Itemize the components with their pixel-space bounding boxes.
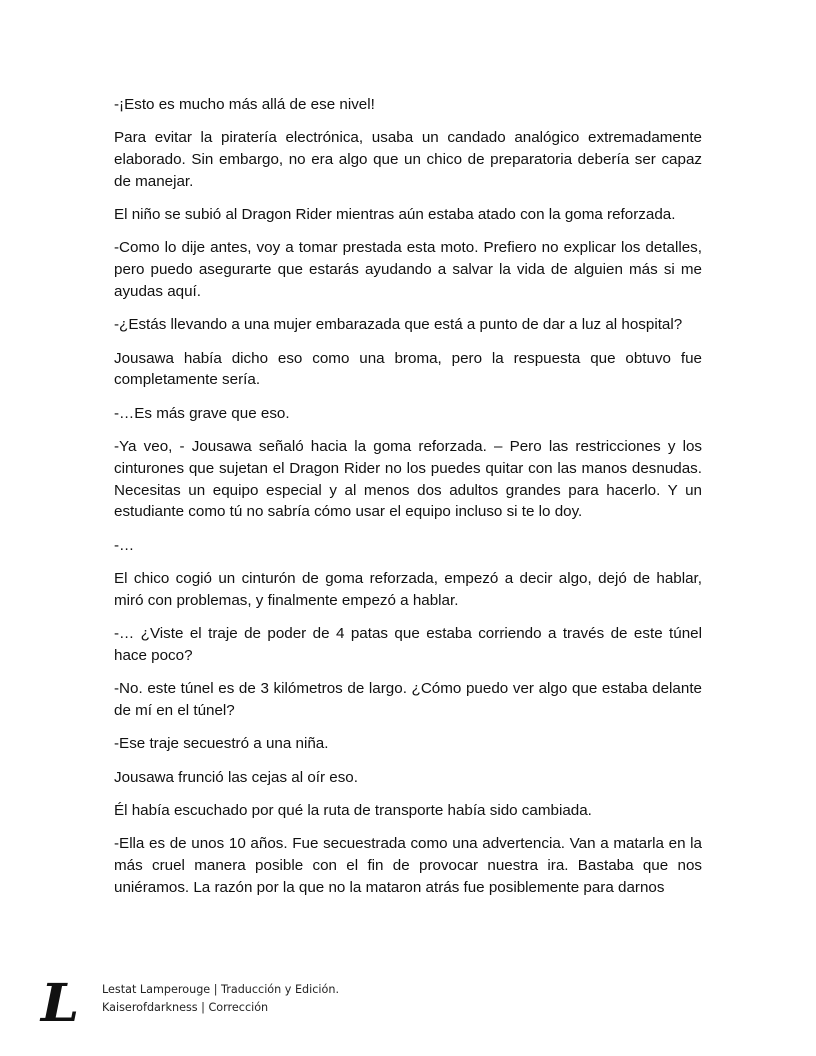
paragraph: -¿Estás llevando a una mujer embarazada que está a punto de dar a luz al hospital? [114, 316, 683, 334]
paragraph: Él había escuchado por qué la ruta de transporte había sido cambiada. [114, 801, 592, 819]
paragraph: Jousawa frunció las cejas al oír eso. [114, 768, 358, 786]
paragraph: -Ella es de unos 10 años. Fue secuestrada como una advertencia. Van a matarla en la más cruel manera posible con el fin de provocar nuestra ira. Bastaba que nos uniéramos. La razón por la que no la mataron atrás fue posiblemente para darnos [114, 835, 702, 896]
paragraph: El chico cogió un cinturón de goma reforzada, empezó a decir algo, dejó de hablar, miró con problemas, y finalmente empezó a hablar. [114, 570, 702, 609]
credit-translation: Lestat Lamperouge | Traducción y Edición. [102, 983, 340, 996]
paragraph: Para evitar la piratería electrónica, usaba un candado analógico extremadamente elaborado. Sin embargo, no era algo que un chico de preparatoria debería ser capaz de manejar. [114, 129, 702, 190]
paragraph: -…Es más grave que eso. [114, 404, 290, 422]
paragraph: -Como lo dije antes, voy a tomar prestada esta moto. Prefiero no explicar los detalles, pero puedo asegurarte que estarás ayudando a salvar la vida de alguien más si me ayudas aquí. [114, 239, 702, 301]
paragraph: -Ya veo, - Jousawa señaló hacia la goma reforzada. – Pero las restricciones y los cinturones que sujetan el Dragon Rider no los puedes quitar con las manos desnudas. Necesitas un equipo especial y al menos dos adultos grandes para hacerlo. Y un estudiante como tú no sabría cómo usar el equipo incluso si te lo doy. [114, 438, 702, 521]
l-logo-icon: L [40, 973, 80, 1034]
paragraph: -… [114, 536, 135, 554]
credits [102, 981, 339, 1017]
paragraph: -… ¿Viste el traje de poder de 4 patas que estaba corriendo a través de este túnel hace poco? [114, 625, 702, 664]
paragraph: -¡Esto es mucho más allá de ese nivel! [114, 96, 375, 113]
paragraph: Jousawa había dicho eso como una broma, pero la respuesta que obtuvo fue completamente sería. [114, 349, 702, 389]
credit-correction: Kaiserofdarkness | Corrección [102, 1001, 269, 1014]
paragraph: -No. este túnel es de 3 kilómetros de largo. ¿Cómo puedo ver algo que estaba delante de mí en el túnel? [114, 680, 702, 720]
body-text [114, 94, 702, 910]
paragraph: -Ese traje secuestró a una niña. [114, 735, 329, 753]
paragraph: El niño se subió al Dragon Rider mientras aún estaba atado con la goma reforzada. [114, 206, 676, 224]
